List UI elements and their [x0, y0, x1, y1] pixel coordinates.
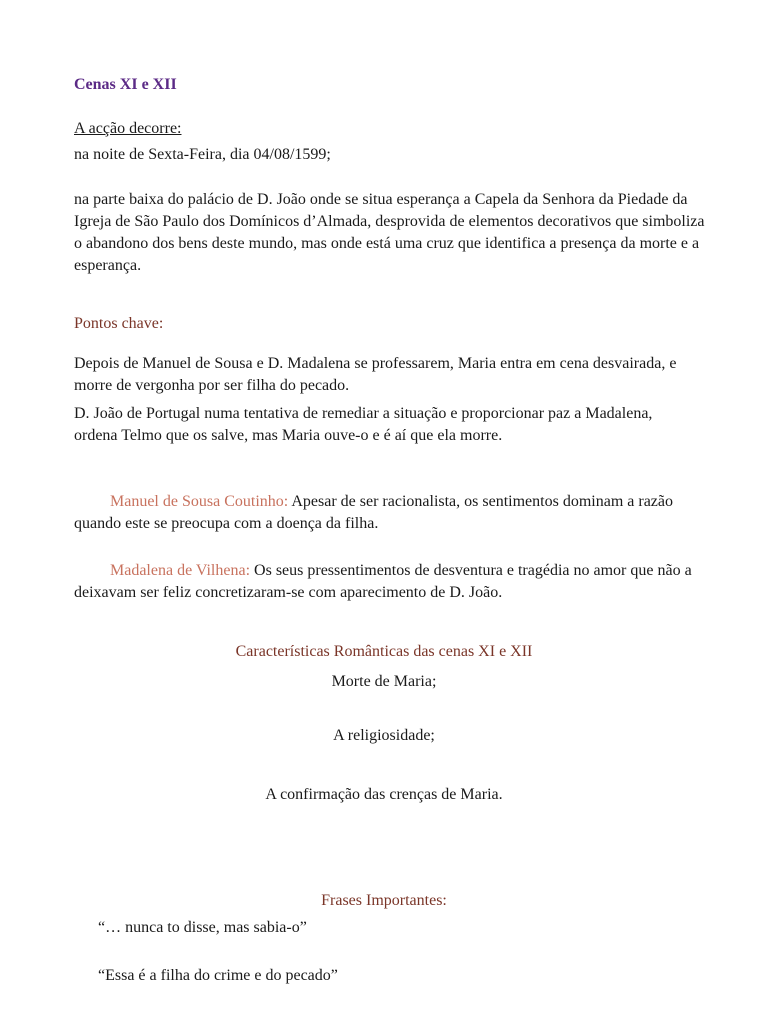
frase-1: “… nunca to disse, mas sabia-o” [98, 919, 307, 936]
character-manuel [74, 491, 702, 535]
acao-line: na noite de Sexta-Feira, dia 04/08/1599; [74, 146, 331, 163]
romanticas-item-2: A religiosidade; [333, 727, 435, 744]
frase-2: “Essa é a filha do crime e do pecado” [98, 967, 338, 984]
character-text: Os seus pressentimentos de desventura e tragédia no amor que não a deixavam ser feliz concretizaram-se com aparecimento de D. João. [74, 562, 692, 601]
character-madalena [74, 560, 702, 604]
character-name: Manuel de Sousa Coutinho: [110, 493, 289, 510]
frases-heading: Frases Importantes: [321, 892, 447, 909]
acao-heading: A acção decorre: [74, 120, 182, 137]
pontos-heading: Pontos chave: [74, 315, 164, 332]
pontos-paragraph-2: D. João de Portugal numa tentativa de remediar a situação e proporcionar paz a Madalena, ordena Telmo que os salve, mas Maria ouve-o e é aí que ela morre. [74, 405, 653, 444]
acao-paragraph: na parte baixa do palácio de D. João onde se situa esperança a Capela da Senhora da Piedade da Igreja de São Paulo dos Domínicos d’Almada, desprovida de elementos decorativos que simboliza o abandono dos bens deste mundo, mas onde está uma cruz que identifica a presença da morte e a esperança. [74, 191, 705, 274]
character-text: Apesar de ser racionalista, os sentimentos dominam a razão quando este se preocupa com a doença da filha. [74, 493, 673, 532]
romanticas-heading: Características Românticas das cenas XI e XII [235, 643, 533, 660]
document-title: Cenas XI e XII [74, 76, 177, 93]
character-name: Madalena de Vilhena: [110, 562, 251, 579]
pontos-paragraph-1: Depois de Manuel de Sousa e D. Madalena se professarem, Maria entra em cena desvairada, e morre de vergonha por ser filha do pecado. [74, 355, 677, 394]
romanticas-item-1: Morte de Maria; [331, 673, 437, 690]
romanticas-item-3: A confirmação das crenças de Maria. [265, 786, 503, 803]
